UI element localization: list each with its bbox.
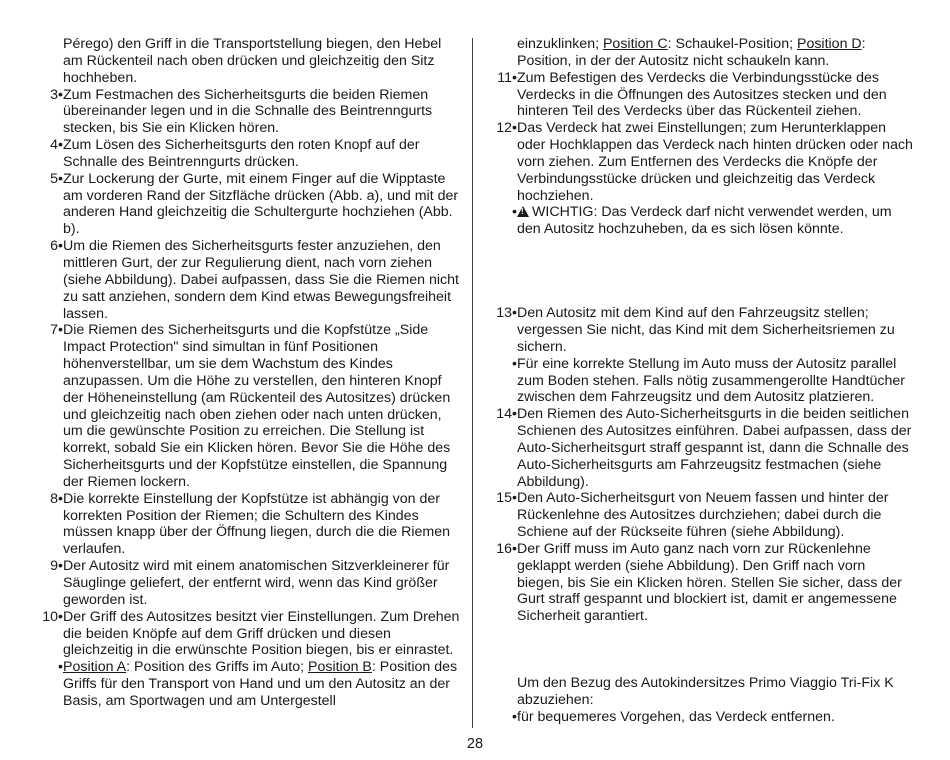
warning-icon [517,206,529,217]
list-item [30,171,462,238]
positions-continuation [484,36,914,70]
item-number: 5• [50,170,63,187]
bullet-marker: • [512,708,517,725]
left-column [30,36,462,710]
cover-bullet [484,709,914,726]
list-item [484,356,914,407]
item-text: Zum Lösen des Sicherheitsgurts den roten Knopf auf der Schnalle des Beintrenngurts drücken. [63,137,420,170]
item-number: 3• [50,86,63,103]
item-text: Den Riemen des Auto-Sicherheitsgurts in die beiden seitlichen Schienen des Autositzes einführen. Dabei aufpassen, dass der Auto-Sicherheitsgurt straff gespannt ist, dann die Schnalle des Auto-Sicherheitsgurts am Fahrzeugsitz festmachen (siehe Abbildung). [517,406,912,490]
item-text: Das Verdeck hat zwei Einstellungen; zum Herunterklappen oder Hochklappen das Verdeck nach hinten drücken oder nach vorn ziehen. Zum Entfernen des Verdecks die Knöpfe der Verbindungsstücke drücken und gleichzeitig das Verdeck hochziehen. [517,120,913,204]
item-text: Der Autositz wird mit einem anatomischen Sitzverkleinerer für Säuglinge geliefert, der entfernt wird, wenn das Kind größer geworden ist. [63,558,450,608]
position-d-text: : Position, in der der Autositz nicht schaukeln kann. [517,36,866,69]
list-item [484,120,914,204]
position-b-text: : Position des Griffs für den Transport von Hand und um den Autositz an der Basis, am Sportwagen und am Untergestell [63,659,458,709]
item-text: Den Auto-Sicherheitsgurt von Neuem fassen und hinter der Rückenlehne des Autositzes durchziehen; dabei durch die Schiene auf der Rückseite führen (siehe Abbildung). [517,490,889,541]
list-item [30,322,462,490]
item-text: Zum Befestigen des Verdecks die Verbindungsstücke des Verdecks in die Öffnungen des Autositzes stecken und den hinteren Teil des Verdecks über das Rückenteil ziehen. [517,69,887,120]
item-text: Den Autositz mit dem Kind auf den Fahrzeugsitz stellen; vergessen Sie nicht, das Kind mit dem Sicherheitsriemen zu sichern. [517,305,895,355]
list-item [484,541,914,625]
bullet-marker: • [512,204,517,221]
list-item [30,491,462,558]
position-c-label: Position C [602,36,668,52]
spacer [484,238,914,305]
item-number: 11• [497,69,517,86]
position-c-text: : Schaukel-Position; [667,36,797,52]
list-item [30,238,462,322]
cover-bullet-text: für bequemeres Vorgehen, das Verdeck entfernen. [517,708,835,725]
list-item [30,137,462,171]
position-b-label: Position B [308,659,372,676]
position-d-label: Position D [796,36,862,52]
right-instruction-list-a [484,70,914,205]
list-item [484,70,914,121]
list-item [484,490,914,541]
list-item [30,87,462,138]
item-text: Um die Riemen des Sicherheitsgurts fester anzuziehen, den mittleren Gurt, der zur Regulierung dient, nach vorn ziehen (siehe Abbildung). Dabei aufpassen, dass Sie die Riemen nicht zu satt anziehen, sondern dem Kind etwas Bewegungsfreiheit lassen. [63,238,459,322]
right-column [484,36,914,726]
warning-bullet [484,204,914,238]
intro-paragraph [30,36,462,87]
bullet-marker: • [58,659,63,676]
item-number: 8• [50,490,63,507]
item-number: 15• [496,490,517,507]
list-item [484,305,914,356]
list-item [30,609,462,660]
item-text: Für eine korrekte Stellung im Auto muss der Autositz parallel zum Boden stehen. Falls nötig zusammengerollte Handtücher zwischen dem Fahrzeugsitz und dem Autositz platzieren. [517,355,906,406]
column-divider [472,38,473,728]
item-text: Der Griff muss im Auto ganz nach vorn zur Rückenlehne geklappt werden (siehe Abbildung). Den Griff nach vorn biegen, bis Sie ein Klicken hören. Stellen Sie sicher, dass der Gurt straff gespannt und blockiert ist, damit er angemessene Sicherheit garantiert. [517,540,902,625]
page-number: 28 [466,736,484,752]
item-number: 13• [496,305,517,322]
cover-intro [484,675,914,709]
item-number: 9• [50,558,63,575]
list-item [484,406,914,490]
item-number: 12• [496,120,517,137]
position-a-label: Position A [63,659,127,676]
spacer [484,625,914,675]
item-text: Zum Festmachen des Sicherheitsgurts die beiden Riemen übereinander legen und in die Schnalle des Beintrenngurts stecken, bis Sie ein Klicken hören. [63,86,433,137]
item-number: 7• [50,322,63,339]
item-number: 6• [50,238,63,255]
item-text: Die Riemen des Sicherheitsgurts und die Kopfstütze „Side Impact Protection" sind simultan in fünf Positionen höhenverstellbar, um sie dem Wachstum des Kindes anzupassen. Um die Höhe zu verstellen, den hinteren Knopf der Höheneinstellung (am Rückenteil des Autositzes) drücken und gleichzeitig nach oben ziehen oder nach unten drücken, um die gewünschte Position zu erreichen. Die Stellung ist korrekt, sobald Sie ein Klicken hören. Bevor Sie die Höhe des Sicherheitsgurts und der Kopfstütze einstellen, die Spannung der Riemen lockern. [63,322,451,490]
item-text: Die korrekte Einstellung der Kopfstütze ist abhängig von der korrekten Position der Riemen; die Schultern des Kindes müssen knapp über der Öffnung liegen, durch die die Riemen verlaufen. [63,490,450,558]
intro-text: Pérego) den Griff in die Transportstellung biegen, den Hebel am Rückenteil nach oben drücken und gleichzeitig den Sitz hochheben. [63,36,442,86]
item-text: Zur Lockerung der Gurte, mit einem Finger auf die Wipptaste am vorderen Rand der Sitzfläche drücken (Abb. a), und mit der anderen Hand gleichzeitig die Schultergurte hochziehen (Abb. b). [63,170,459,238]
position-a-text: : Position des Griffs im Auto; [126,659,308,676]
item-number: • [512,355,517,372]
warning-text: WICHTIG: Das Verdeck darf nicht verwendet werden, um den Autositz hochzuheben, da es sich lösen könnte. [517,204,892,238]
right-instruction-list-b [484,305,914,625]
item-number: 14• [496,406,517,423]
continuation-text: einzuklinken; [517,36,603,52]
positions-bullet [30,659,462,710]
item-number: 4• [50,137,63,154]
cover-intro-text: Um den Bezug des Autokindersitzes Primo Viaggio Tri-Fix K abzuziehen: [517,675,894,708]
item-number: 16• [496,540,517,557]
list-item [30,558,462,609]
left-instruction-list [30,87,462,660]
item-number: 10• [42,608,63,625]
item-text: Der Griff des Autositzes besitzt vier Einstellungen. Zum Drehen die beiden Knöpfe auf dem Griff drücken und diesen gleichzeitig in die erwünschte Position biegen, bis er einrastet. [63,608,460,659]
